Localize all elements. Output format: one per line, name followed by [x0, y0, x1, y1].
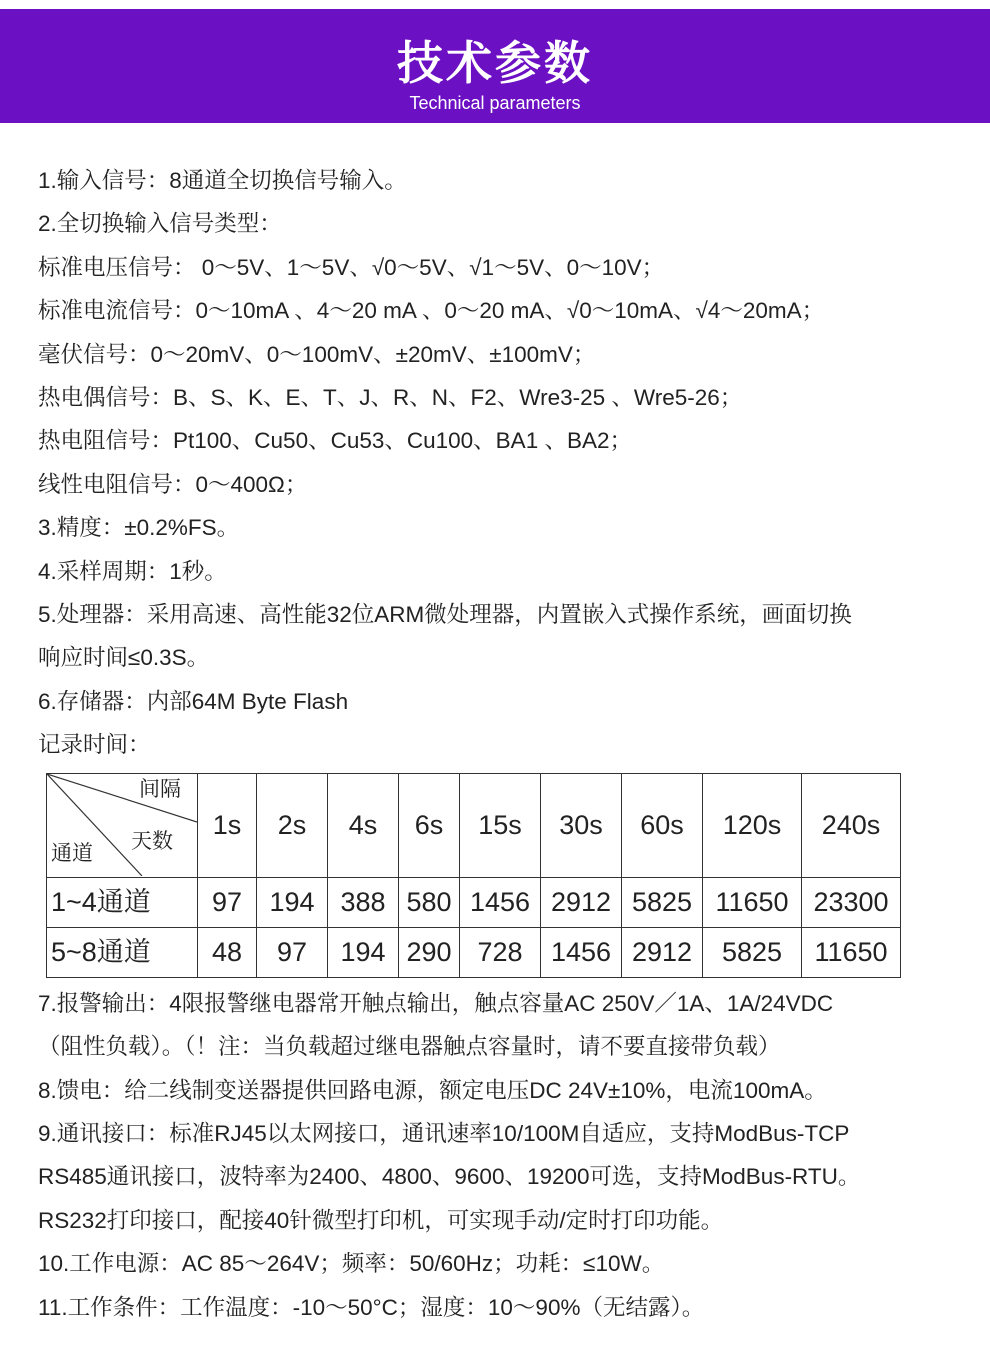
table-header-row — [47, 773, 901, 877]
spec-line: 标准电压信号： 0～5V、1～5V、√0～5V、√1～5V、0～10V； — [38, 254, 665, 280]
spec-content — [38, 159, 958, 1329]
corner-channel-label: 通道 — [51, 841, 93, 865]
spec-line: 1.输入信号：8通道全切换信号输入。 — [38, 168, 407, 193]
interval-header: 2s — [257, 773, 328, 877]
table-cell: 1456 — [460, 877, 541, 927]
spec-line: 4.采样周期：1秒。 — [38, 558, 227, 584]
row-label: 5~8通道 — [47, 927, 198, 977]
interval-header: 60s — [622, 773, 703, 877]
spec-line: 记录时间： — [38, 732, 151, 758]
table-cell: 2912 — [541, 877, 622, 927]
header-banner — [0, 9, 990, 123]
table-corner-cell — [47, 773, 198, 877]
table-cell: 194 — [257, 877, 328, 927]
interval-header: 120s — [703, 773, 802, 877]
spec-line: 10.工作电源：AC 85～264V；频率：50/60Hz；功耗：≤10W。 — [38, 1251, 665, 1277]
spec-line: 3.精度：±0.2%FS。 — [38, 515, 240, 541]
table-cell: 290 — [399, 927, 460, 977]
spec-line: 响应时间≤0.3S。 — [38, 645, 210, 671]
page-title: 技术参数 — [397, 37, 593, 89]
table-cell: 23300 — [802, 877, 901, 927]
spec-line: RS232打印接口，配接40针微型打印机，可实现手动/定时打印功能。 — [38, 1207, 724, 1233]
table-row — [47, 927, 901, 977]
table-cell: 97 — [257, 927, 328, 977]
spec-line: 2.全切换输入信号类型： — [38, 211, 282, 237]
record-time-table — [46, 773, 901, 978]
table-cell: 97 — [198, 877, 257, 927]
table-row — [47, 877, 901, 927]
table-cell: 1456 — [541, 927, 622, 977]
spec-line: 9.通讯接口：标准RJ45以太网接口，通讯速率10/100M自适应，支持ModBus-TCP — [38, 1120, 850, 1146]
table-cell: 5825 — [703, 927, 802, 977]
table-cell: 2912 — [622, 927, 703, 977]
interval-header: 15s — [460, 773, 541, 877]
table-cell: 11650 — [802, 927, 901, 977]
spec-line: 热电阻信号：Pt100、Cu50、Cu53、Cu100、BA1 、BA2； — [38, 428, 632, 454]
spec-line: 11.工作条件：工作温度：-10～50°C；湿度：10～90%（无结露）。 — [38, 1294, 705, 1320]
spec-line: 8.馈电：给二线制变送器提供回路电源，额定电压DC 24V±10%，电流100mA。 — [38, 1077, 827, 1103]
row-label: 1~4通道 — [47, 877, 198, 927]
table-cell: 194 — [328, 927, 399, 977]
table-cell: 728 — [460, 927, 541, 977]
interval-header: 1s — [198, 773, 257, 877]
corner-interval-label: 间隔 — [139, 777, 181, 801]
page-subtitle: Technical parameters — [409, 93, 581, 113]
spec-line: 标准电流信号：0～10mA 、4～20 mA 、0～20 mA、√0～10mA、√4～20mA； — [38, 298, 825, 324]
table-cell: 48 — [198, 927, 257, 977]
interval-header: 6s — [399, 773, 460, 877]
spec-line: （阻性负载）。（！注：当负载超过继电器触点容量时，请不要直接带负载） — [38, 1034, 781, 1060]
interval-header: 30s — [541, 773, 622, 877]
table-cell: 11650 — [703, 877, 802, 927]
spec-line: 5.处理器：采用高速、高性能32位ARM微处理器，内置嵌入式操作系统，画面切换 — [38, 602, 852, 628]
spec-line: 6.存储器：内部64M Byte Flash — [38, 688, 349, 714]
table-cell: 388 — [328, 877, 399, 927]
interval-header: 4s — [328, 773, 399, 877]
spec-line: 热电偶信号：B、S、K、E、T、J、R、N、F2、Wre3-25 、Wre5-26； — [38, 385, 743, 411]
interval-header: 240s — [802, 773, 901, 877]
table-cell: 580 — [399, 877, 460, 927]
record-time-table-wrap — [46, 773, 958, 978]
spec-line: 7.报警输出：4限报警继电器常开触点输出，触点容量AC 250V／1A、1A/24VDC — [38, 990, 834, 1016]
spec-line: RS485通讯接口，波特率为2400、4800、9600、19200可选，支持ModBus-RTU。 — [38, 1164, 861, 1190]
table-cell: 5825 — [622, 877, 703, 927]
spec-line: 线性电阻信号：0～400Ω； — [38, 471, 308, 497]
corner-days-label: 天数 — [131, 829, 173, 853]
spec-line: 毫伏信号：0～20mV、0～100mV、±20mV、±100mV； — [38, 341, 596, 367]
